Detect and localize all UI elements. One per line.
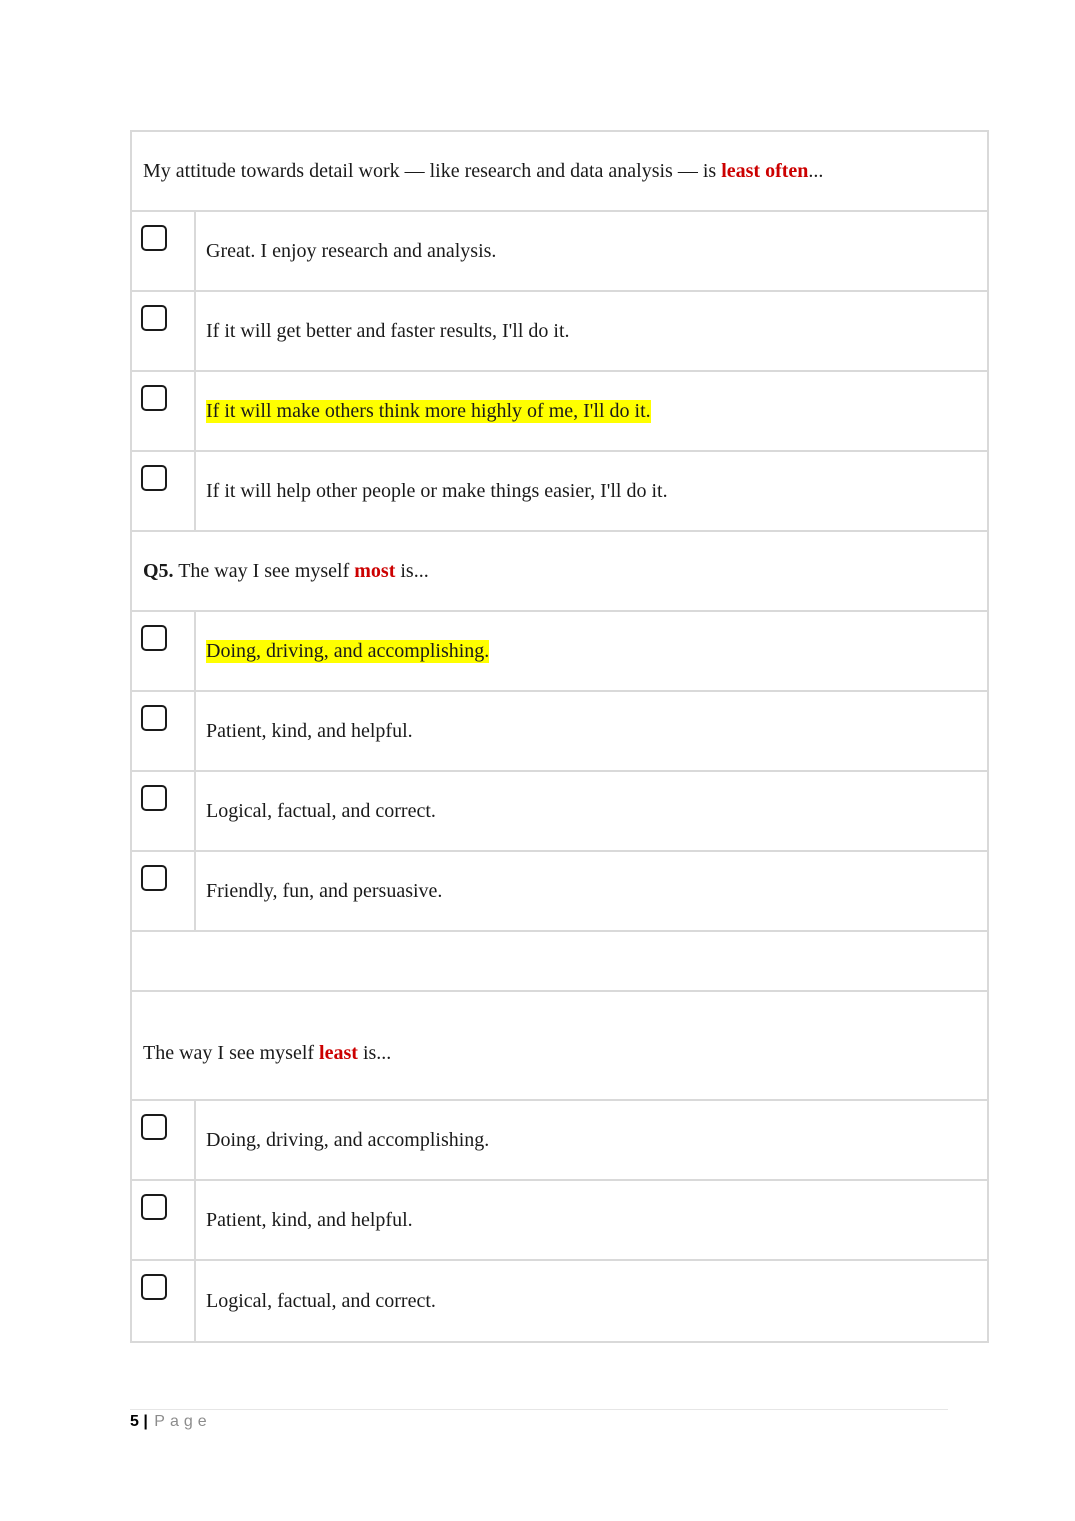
emphasis-text: least often [721, 159, 809, 182]
question-text: Q5. The way I see myself most is... [143, 559, 429, 582]
question-row-q5-most [132, 532, 987, 612]
option-label: Great. I enjoy research and analysis. [206, 239, 497, 262]
option-label: If it will get better and faster results, I'll do it. [206, 319, 570, 342]
option-row [132, 852, 987, 932]
option-row [132, 1261, 987, 1341]
option-label: Patient, kind, and helpful. [206, 719, 413, 742]
option-label-highlighted: Doing, driving, and accomplishing. [206, 639, 490, 662]
option-checkbox[interactable] [141, 465, 167, 491]
question-number: Q5. [143, 559, 174, 582]
option-row [132, 692, 987, 772]
option-label: If it will help other people or make things easier, I'll do it. [206, 479, 668, 502]
option-row-highlighted [132, 612, 987, 692]
option-checkbox[interactable] [141, 305, 167, 331]
option-checkbox[interactable] [141, 785, 167, 811]
question-row-q5-least [132, 992, 987, 1101]
page-number: 5 [130, 1413, 139, 1430]
question-text: My attitude towards detail work — like research and data analysis — is least often... [143, 159, 824, 182]
option-row [132, 772, 987, 852]
option-label: Patient, kind, and helpful. [206, 1208, 413, 1231]
questionnaire-table [130, 130, 989, 1343]
option-label: Doing, driving, and accomplishing. [206, 1128, 490, 1151]
option-checkbox[interactable] [141, 705, 167, 731]
option-checkbox[interactable] [141, 225, 167, 251]
option-checkbox[interactable] [141, 865, 167, 891]
option-row [132, 212, 987, 292]
option-row [132, 1101, 987, 1181]
page-label: Page [154, 1413, 212, 1430]
option-checkbox[interactable] [141, 625, 167, 651]
option-checkbox[interactable] [141, 385, 167, 411]
option-label: Logical, factual, and correct. [206, 799, 436, 822]
option-row [132, 452, 987, 532]
question-text: The way I see myself least is... [143, 1042, 392, 1064]
footer-divider [130, 1409, 948, 1410]
page-footer [130, 1413, 212, 1431]
option-row [132, 1181, 987, 1261]
option-label: Friendly, fun, and persuasive. [206, 879, 443, 902]
option-checkbox[interactable] [141, 1114, 167, 1140]
option-row-highlighted [132, 372, 987, 452]
question-row-attitude-least [132, 132, 987, 212]
empty-row [132, 932, 987, 992]
option-checkbox[interactable] [141, 1274, 167, 1300]
emphasis-text: most [354, 559, 396, 582]
option-label: Logical, factual, and correct. [206, 1289, 436, 1312]
footer-separator: | [138, 1413, 153, 1430]
emphasis-text: least [319, 1042, 358, 1064]
option-label-highlighted: If it will make others think more highly of me, I'll do it. [206, 399, 651, 422]
option-checkbox[interactable] [141, 1194, 167, 1220]
option-row [132, 292, 987, 372]
